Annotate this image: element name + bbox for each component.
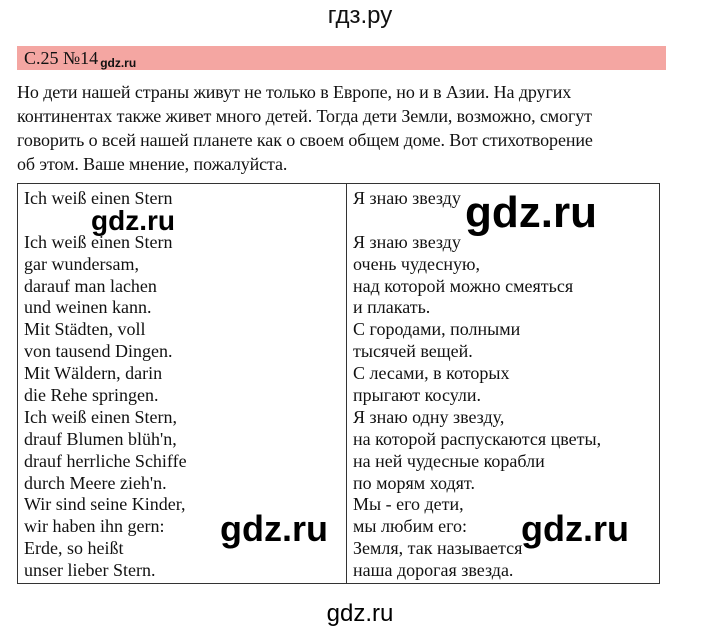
- intro-line: Но дети нашей страны живут не только в Европе, но и в Азии. На других: [17, 82, 572, 102]
- poem-line-german: Ich weiß einen Stern: [24, 188, 173, 208]
- poem-line-german: unser lieber Stern.: [24, 560, 156, 581]
- poem-line-german: Wir sind seine Kinder,: [24, 494, 186, 515]
- poem-line-russian: тысячей вещей.: [353, 341, 473, 362]
- intro-line: об этом. Ваше мнение, пожалуйста.: [17, 154, 288, 174]
- poem-line-german: gar wundersam,: [24, 253, 139, 274]
- poem-line-german: und weinen kann.: [24, 297, 152, 318]
- poem-line-german: wir haben ihn gern:: [24, 516, 165, 537]
- poem-line-russian: и плакать.: [353, 297, 431, 318]
- poem-line-russian: наша дорогая звезда.: [353, 560, 514, 581]
- poem-line-german: Mit Städten, voll: [24, 319, 146, 340]
- poem-line-german: drauf herrliche Schiffe: [24, 450, 187, 471]
- exercise-header: [17, 46, 666, 70]
- watermark: gdz.ru: [91, 205, 175, 236]
- poem-line-german: von tausend Dingen.: [24, 341, 173, 362]
- poem-line-russian: над которой можно смеяться: [353, 275, 574, 296]
- exercise-label: С.25 №14: [24, 48, 99, 68]
- poem-line-german: die Rehe springen.: [24, 385, 159, 406]
- poem-line-german: darauf man lachen: [24, 275, 157, 296]
- poem-line-german: Mit Wäldern, darin: [24, 363, 163, 384]
- poem-line-russian: Я знаю звезду: [353, 231, 461, 252]
- poem-line-german: [24, 210, 346, 232]
- poem-line-german: Ich weiß einen Stern,: [24, 406, 177, 427]
- poem-line-russian: на ней чудесные корабли: [353, 450, 545, 471]
- poem-line-russian: прыгают косули.: [353, 385, 482, 406]
- poem-line-russian: на которой распускаются цветы,: [353, 428, 602, 449]
- poem-line-german: drauf Blumen blüh'n,: [24, 428, 177, 449]
- poem-line-russian: С городами, полными: [353, 319, 521, 340]
- poem-line-russian: по морям ходят.: [353, 472, 475, 493]
- poem-line-russian: Земля, так называется: [353, 538, 523, 559]
- poem-line-russian: Я знаю одну звезду,: [353, 406, 505, 427]
- intro-paragraph: [17, 80, 697, 176]
- poem-line-russian: Я знаю звезду: [353, 188, 461, 208]
- poem-line-german: durch Meere zieh'n.: [24, 472, 167, 493]
- poem-line-russian: Мы - его дети,: [353, 494, 464, 515]
- poem-line-russian: С лесами, в которых: [353, 363, 510, 384]
- poem-line-german: Ich weiß einen Stern: [24, 231, 173, 252]
- intro-line: континентах также живет много детей. Тогда дети Земли, возможно, смогут: [17, 106, 592, 126]
- poem-line-russian: очень чудесную,: [353, 253, 481, 274]
- header-watermark: gdz.ru: [100, 56, 137, 70]
- footer-watermark: gdz.ru: [326, 600, 394, 627]
- intro-line: говорить о всей нашей планете как о своем общем доме. Вот стихотворение: [17, 130, 593, 150]
- poem-line-russian: мы любим его:: [353, 516, 468, 537]
- watermark: gdz.ru: [521, 508, 629, 549]
- watermark: gdz.ru: [220, 508, 328, 549]
- watermark: gdz.ru: [465, 188, 597, 237]
- site-title: гдз.ру: [327, 2, 393, 29]
- poem-line-german: Erde, so heißt: [24, 538, 124, 559]
